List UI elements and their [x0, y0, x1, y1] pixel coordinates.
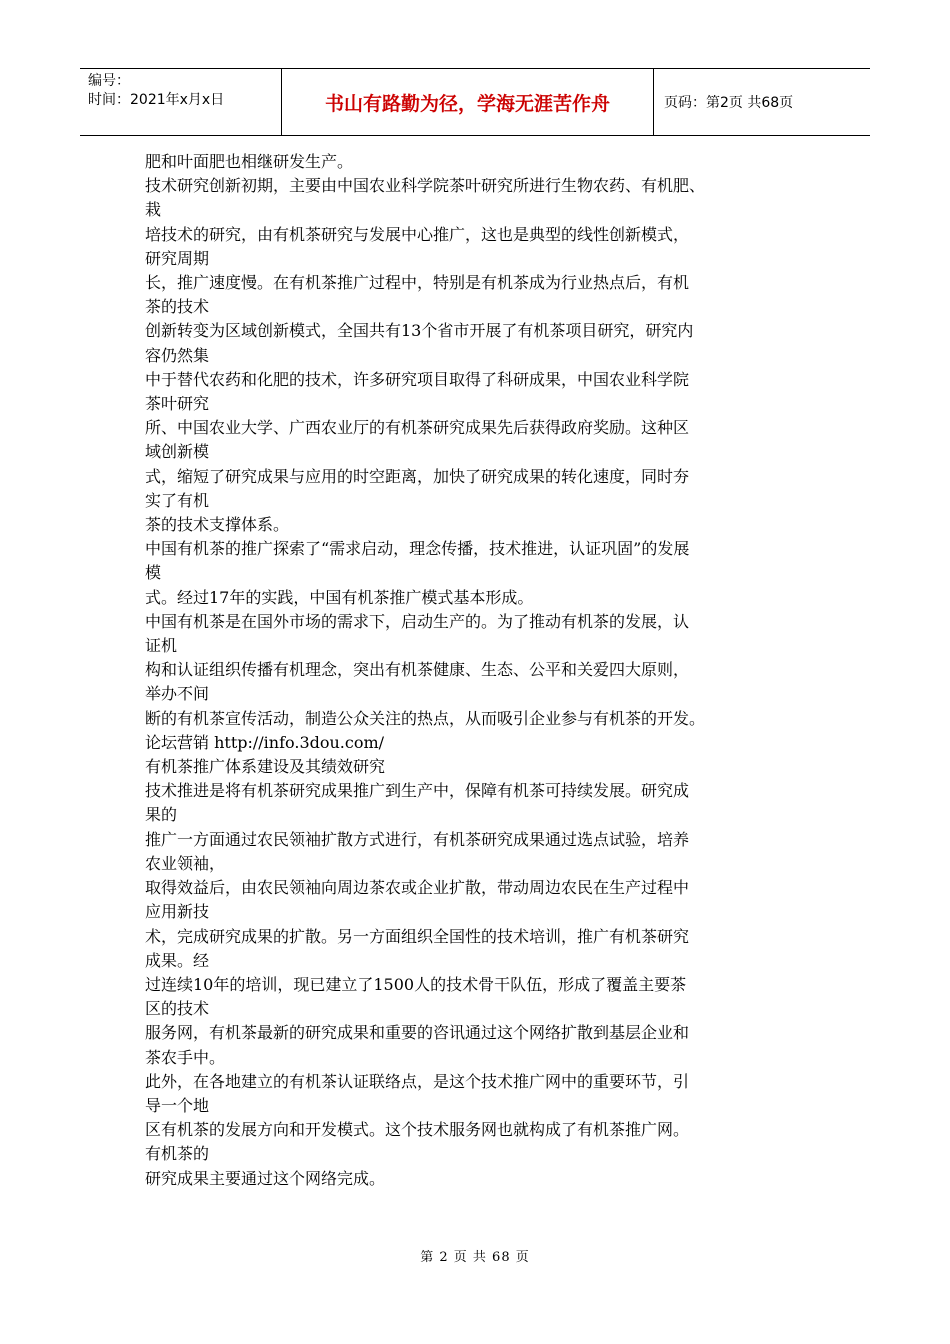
text-line: 此外，在各地建立的有机茶认证联络点，是这个技术推广网中的重要环节，引: [145, 1071, 690, 1091]
header-meta: [80, 69, 282, 135]
text-line: 区有机茶的发展方向和开发模式。这个技术服务网也就构成了有机茶推广网。: [145, 1120, 690, 1140]
text-line: 构和认证组织传播有机理念，突出有机茶健康、生态、公平和关爱四大原则，: [145, 660, 690, 680]
forum-link-line[interactable]: 论坛营销 http://info.3dou.com/: [145, 732, 385, 752]
text-line: 成果。经: [145, 950, 210, 970]
text-line: 有机茶的: [145, 1144, 210, 1164]
text-line: 过连续10年的培训，现已建立了1500人的技术骨干队伍，形成了覆盖主要茶: [145, 974, 687, 994]
text-line: 实了有机: [145, 490, 210, 510]
text-line: 中国有机茶是在国外市场的需求下，启动生产的。为了推动有机茶的发展，认: [145, 611, 690, 631]
text-line: 茶叶研究: [145, 394, 210, 414]
text-line: 举办不间: [145, 684, 210, 704]
text-line: 果的: [145, 805, 178, 825]
text-line: 推广一方面通过农民领袖扩散方式进行，有机茶研究成果通过选点试验，培养: [145, 829, 690, 849]
header-motto: 书山有路勤为径，学海无涯苦作舟: [282, 69, 654, 135]
text-line: 有机茶推广体系建设及其绩效研究: [145, 757, 386, 777]
text-line: 肥和叶面肥也相继研发生产。: [145, 152, 354, 171]
time-label: 时间：2021年x月x日: [88, 92, 225, 108]
text-line: 式。经过17年的实践，中国有机茶推广模式基本形成。: [145, 587, 534, 607]
text-line: 中于替代农药和化肥的技术，许多研究项目取得了科研成果，中国农业科学院: [145, 369, 690, 389]
text-line: 模: [145, 563, 162, 583]
text-line: 导一个地: [145, 1095, 210, 1115]
text-line: 栽: [145, 200, 162, 220]
text-line: 培技术的研究，由有机茶研究与发展中心推广，这也是典型的线性创新模式，: [145, 224, 690, 244]
text-line: 研究成果主要通过这个网络完成。: [145, 1168, 386, 1188]
header-page-label: 页码：第2页 共68页: [664, 95, 794, 111]
text-line: 容仍然集: [145, 345, 210, 365]
text-line: 服务网，有机茶最新的研究成果和重要的咨讯通过这个网络扩散到基层企业和: [145, 1023, 690, 1043]
text-line: 区的技术: [145, 999, 210, 1019]
text-line: 研究周期: [145, 248, 210, 268]
number-label: 编号：: [88, 73, 130, 89]
text-line: 技术研究创新初期，主要由中国农业科学院茶叶研究所进行生物农药、有机肥、: [145, 176, 706, 196]
page-header: [80, 68, 870, 136]
page-footer: 第 2 页 共 68 页: [420, 1250, 530, 1265]
text-line: 式，缩短了研究成果与应用的时空距离，加快了研究成果的转化速度，同时夯: [145, 466, 690, 486]
text-line: 中国有机茶的推广探索了“需求启动，理念传播，技术推进，认证巩固”的发展: [145, 539, 690, 559]
text-line: 农业领袖，: [145, 853, 226, 873]
text-line: 证机: [145, 636, 178, 656]
text-line: 取得效益后，由农民领袖向周边茶农或企业扩散，带动周边农民在生产过程中: [145, 878, 690, 898]
text-line: 断的有机茶宣传活动，制造公众关注的热点，从而吸引企业参与有机茶的开发。: [145, 708, 706, 728]
text-line: 创新转变为区域创新模式，全国共有13个省市开展了有机茶项目研究，研究内: [145, 321, 694, 341]
text-line: 技术推进是将有机茶研究成果推广到生产中，保障有机茶可持续发展。研究成: [145, 781, 690, 801]
text-line: 茶的技术支撑体系。: [145, 515, 290, 535]
text-line: 茶的技术: [145, 297, 210, 317]
text-line: 域创新模: [145, 442, 210, 462]
text-line: 术，完成研究成果的扩散。另一方面组织全国性的技术培训，推广有机茶研究: [145, 926, 690, 946]
text-line: 长，推广速度慢。在有机茶推广过程中，特别是有机茶成为行业热点后，有机: [145, 273, 690, 293]
text-line: 茶农手中。: [145, 1047, 226, 1067]
text-line: 所、中国农业大学、广西农业厅的有机茶研究成果先后获得政府奖励。这种区: [145, 418, 690, 438]
text-line: 应用新技: [145, 902, 210, 922]
document-body: [145, 150, 810, 1191]
